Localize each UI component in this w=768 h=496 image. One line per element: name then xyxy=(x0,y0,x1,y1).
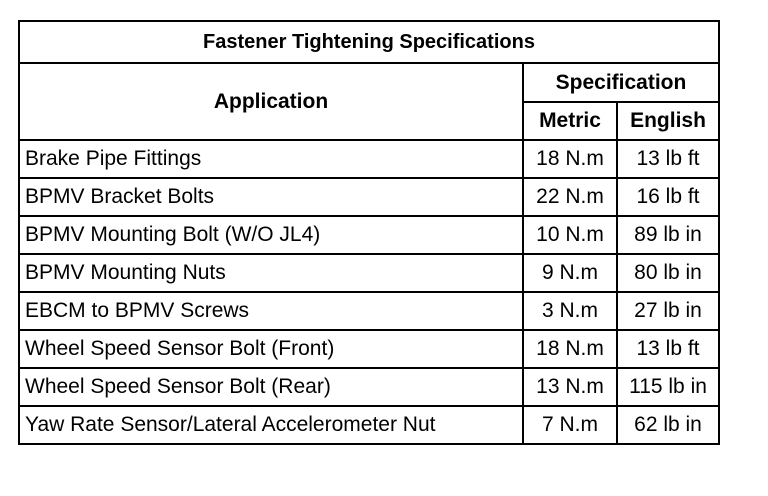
english-column-header: English xyxy=(617,102,719,140)
english-cell: 13 lb ft xyxy=(617,330,719,368)
table-row xyxy=(19,140,719,178)
table-row xyxy=(19,330,719,368)
metric-cell: 22 N.m xyxy=(523,178,617,216)
metric-cell: 3 N.m xyxy=(523,292,617,330)
english-cell: 16 lb ft xyxy=(617,178,719,216)
english-cell: 115 lb in xyxy=(617,368,719,406)
application-cell: BPMV Mounting Nuts xyxy=(19,254,523,292)
specification-column-header: Specification xyxy=(523,63,719,102)
table-row xyxy=(19,216,719,254)
english-cell: 89 lb in xyxy=(617,216,719,254)
metric-cell: 9 N.m xyxy=(523,254,617,292)
spec-table-container xyxy=(18,20,720,445)
application-cell: Wheel Speed Sensor Bolt (Rear) xyxy=(19,368,523,406)
application-cell: EBCM to BPMV Screws xyxy=(19,292,523,330)
table-row xyxy=(19,178,719,216)
metric-cell: 18 N.m xyxy=(523,140,617,178)
english-cell: 27 lb in xyxy=(617,292,719,330)
application-cell: BPMV Mounting Bolt (W/O JL4) xyxy=(19,216,523,254)
table-title: Fastener Tightening Specifications xyxy=(19,21,719,63)
metric-column-header: Metric xyxy=(523,102,617,140)
english-cell: 62 lb in xyxy=(617,406,719,444)
metric-cell: 10 N.m xyxy=(523,216,617,254)
application-column-header: Application xyxy=(19,63,523,140)
english-cell: 80 lb in xyxy=(617,254,719,292)
english-cell: 13 lb ft xyxy=(617,140,719,178)
table-row xyxy=(19,292,719,330)
metric-cell: 7 N.m xyxy=(523,406,617,444)
application-cell: Wheel Speed Sensor Bolt (Front) xyxy=(19,330,523,368)
application-cell: Brake Pipe Fittings xyxy=(19,140,523,178)
metric-cell: 13 N.m xyxy=(523,368,617,406)
table-row xyxy=(19,406,719,444)
table-row xyxy=(19,368,719,406)
fastener-spec-table xyxy=(18,20,720,445)
metric-cell: 18 N.m xyxy=(523,330,617,368)
application-cell: BPMV Bracket Bolts xyxy=(19,178,523,216)
table-row xyxy=(19,254,719,292)
application-cell: Yaw Rate Sensor/Lateral Accelerometer Nut xyxy=(19,406,523,444)
